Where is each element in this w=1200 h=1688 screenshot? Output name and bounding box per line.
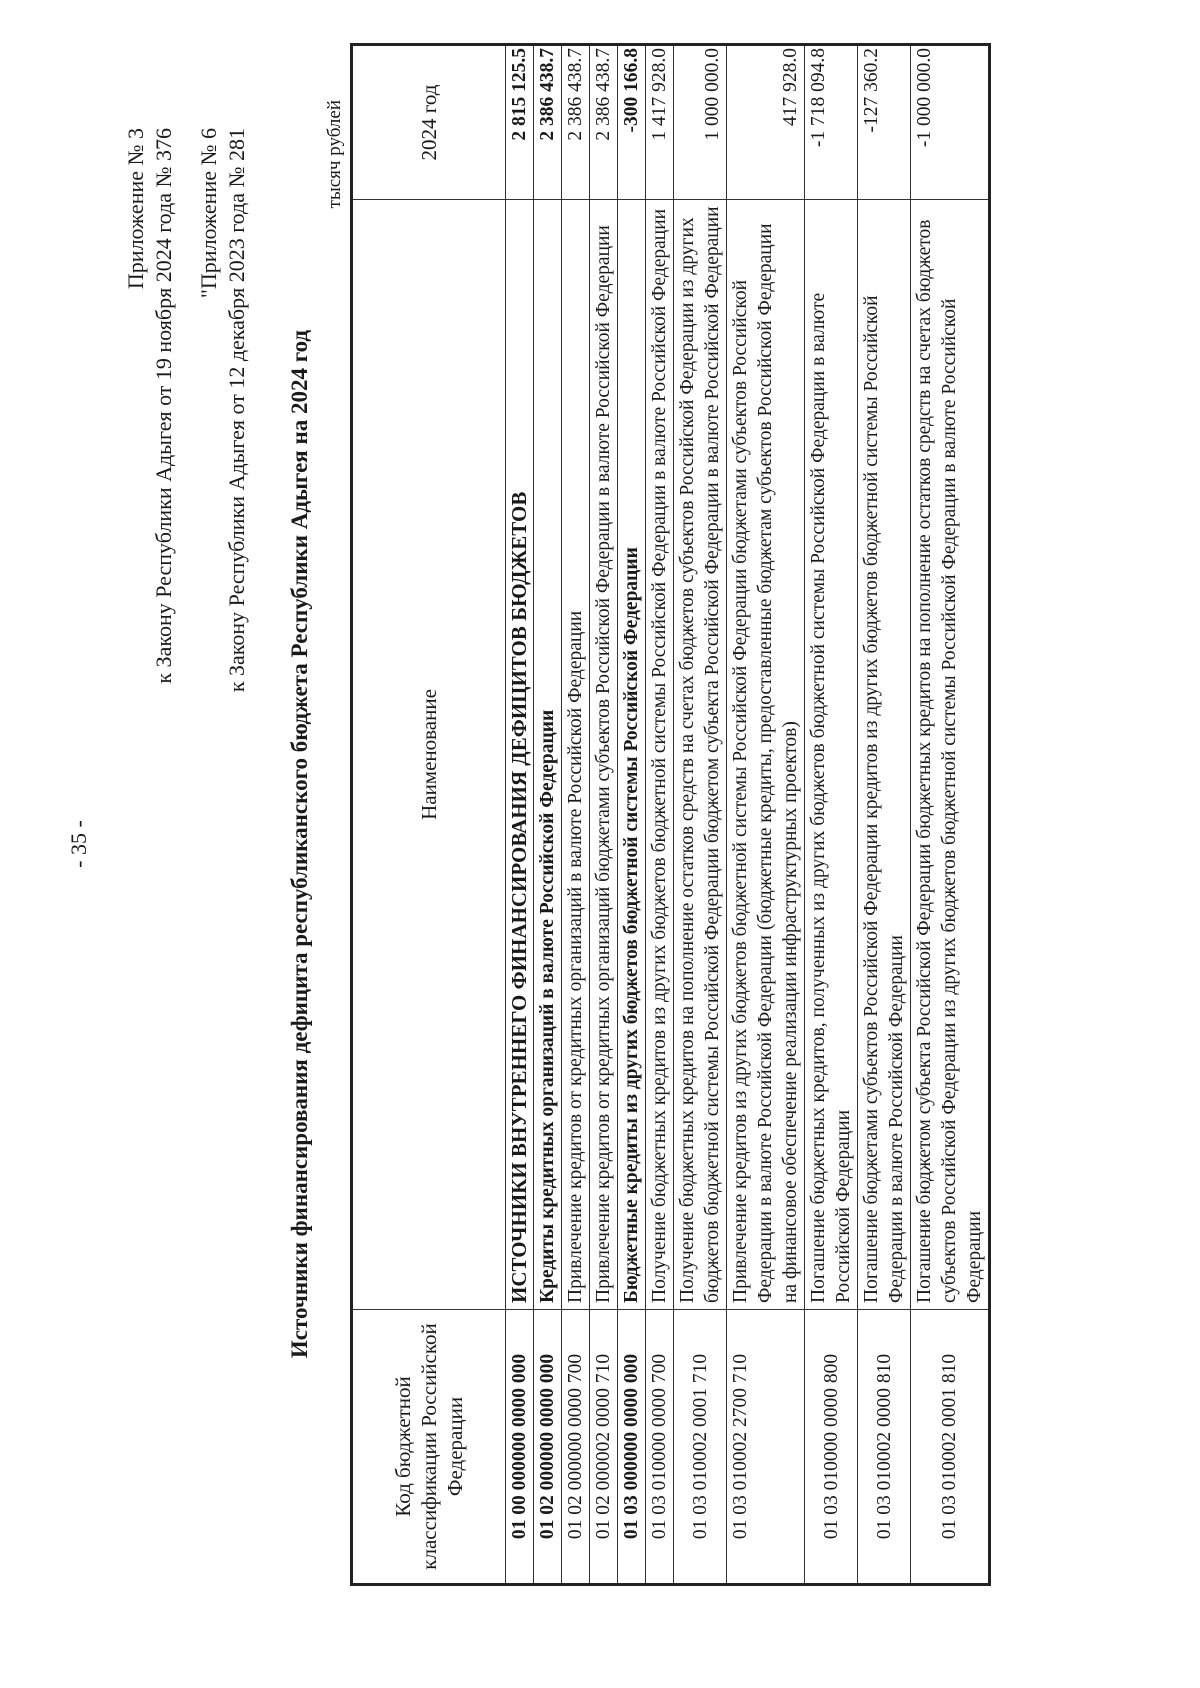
financing-sources-table (350, 43, 991, 1586)
row-name: Бюджетные кредиты из других бюджетов бюджетной системы Российской Федерации (618, 200, 646, 1310)
row-name: Привлечение кредитов из других бюджетов бюджетной системы Российской Федерации бюджетами субъектов Российской Федерации в валюте Российской Федерации (бюджетные кредиты, предоставленные бюджетам субъектов Российской Федерации на финансовое обеспечение реализации инфраструктурных проектов) (727, 200, 805, 1310)
row-name: Кредиты кредитных организаций в валюте Российской Федерации (534, 200, 562, 1310)
row-name: Погашение бюджетами субъектов Российской Федерации кредитов из других бюджетов бюджетной системы Российской Федерации в валюте Российской Федерации (858, 200, 911, 1310)
row-value: -1 000 000.0 (911, 45, 990, 200)
annex-reference-original (195, 128, 251, 692)
annex-law-reference: к Закону Республики Адыгея от 19 ноября 2024 года № 376 (151, 128, 176, 684)
header-code: Код бюджетной классификации Российской Федерации (352, 1310, 506, 1585)
annex-law-reference: к Закону Республики Адыгея от 12 декабря 2023 года № 281 (224, 128, 249, 693)
budget-code: 01 03 010002 2700 710 (727, 1310, 805, 1585)
page-number: - 35 - (66, 820, 91, 868)
row-name: Привлечение кредитов от кредитных организаций в валюте Российской Федерации (562, 200, 590, 1310)
table-row (911, 45, 990, 1585)
budget-code: 01 00 000000 0000 000 (506, 1310, 534, 1585)
budget-code: 01 03 010002 0001 710 (674, 1310, 727, 1585)
row-value: 1 000 000.0 (674, 45, 727, 200)
row-value: -1 718 094.8 (805, 45, 858, 200)
budget-code: 01 03 010002 0001 810 (911, 1310, 990, 1585)
budget-code: 01 03 010002 0000 810 (858, 1310, 911, 1585)
units-label: тысяч рублей (324, 100, 345, 209)
row-value: 417 928.0 (727, 45, 805, 200)
table-row (506, 45, 534, 1585)
row-value: 2 386 438.7 (534, 45, 562, 200)
table-header-row (352, 45, 506, 1585)
budget-code: 01 03 000000 0000 000 (618, 1310, 646, 1585)
table-row (534, 45, 562, 1585)
annex-title: "Приложение № 6 (196, 128, 221, 299)
table-row (646, 45, 674, 1585)
budget-code: 01 03 010000 0000 800 (805, 1310, 858, 1585)
row-name: Получение бюджетных кредитов на пополнение остатков средств на счетах бюджетов субъектов Российской Федерации из других бюджетов бюджетной системы Российской Федерации бюджетом субъекта Российской Федерации в валюте Российской Федерации (674, 200, 727, 1310)
budget-code: 01 02 000002 0000 710 (590, 1310, 618, 1585)
budget-code: 01 03 010000 0000 700 (646, 1310, 674, 1585)
document-title: Источники финансирования дефицита республиканского бюджета Республики Адыгея на 2024 год (287, 329, 312, 1359)
table-row (727, 45, 805, 1585)
header-name: Наименование (352, 200, 506, 1310)
row-name: Привлечение кредитов от кредитных организаций бюджетами субъектов Российской Федерации в валюте Российской Федерации (590, 200, 618, 1310)
financing-sources-table-wrapper (350, 46, 991, 1586)
row-name: Получение бюджетных кредитов из других бюджетов бюджетной системы Российской Федерации в валюте Российской Федерации (646, 200, 674, 1310)
annex-reference-current (122, 128, 178, 684)
table-row (590, 45, 618, 1585)
row-name: Погашение бюджетных кредитов, полученных из других бюджетов бюджетной системы Российской Федерации в валюте Российской Федерации (805, 200, 858, 1310)
annex-title: Приложение № 3 (123, 128, 148, 290)
table-row (562, 45, 590, 1585)
budget-code: 01 02 000000 0000 000 (534, 1310, 562, 1585)
budget-code: 01 02 000000 0000 700 (562, 1310, 590, 1585)
row-value: 1 417 928.0 (646, 45, 674, 200)
row-value: 2 386 438.7 (562, 45, 590, 200)
table-row (858, 45, 911, 1585)
table-row (805, 45, 858, 1585)
row-value: 2 815 125.5 (506, 45, 534, 200)
row-value: -300 166.8 (618, 45, 646, 200)
row-name: ИСТОЧНИКИ ВНУТРЕННЕГО ФИНАНСИРОВАНИЯ ДЕФИЦИТОВ БЮДЖЕТОВ (506, 200, 534, 1310)
row-value: 2 386 438.7 (590, 45, 618, 200)
table-row (674, 45, 727, 1585)
table-row (618, 45, 646, 1585)
header-value: 2024 год (352, 45, 506, 200)
row-name: Погашение бюджетом субъекта Российской Федерации бюджетных кредитов на пополнение остатков средств на счетах бюджетов субъектов Российской Федерации из других бюджетов бюджетной системы Российской Федерации в валюте Российской Федерации (911, 200, 990, 1310)
row-value: -127 360.2 (858, 45, 911, 200)
